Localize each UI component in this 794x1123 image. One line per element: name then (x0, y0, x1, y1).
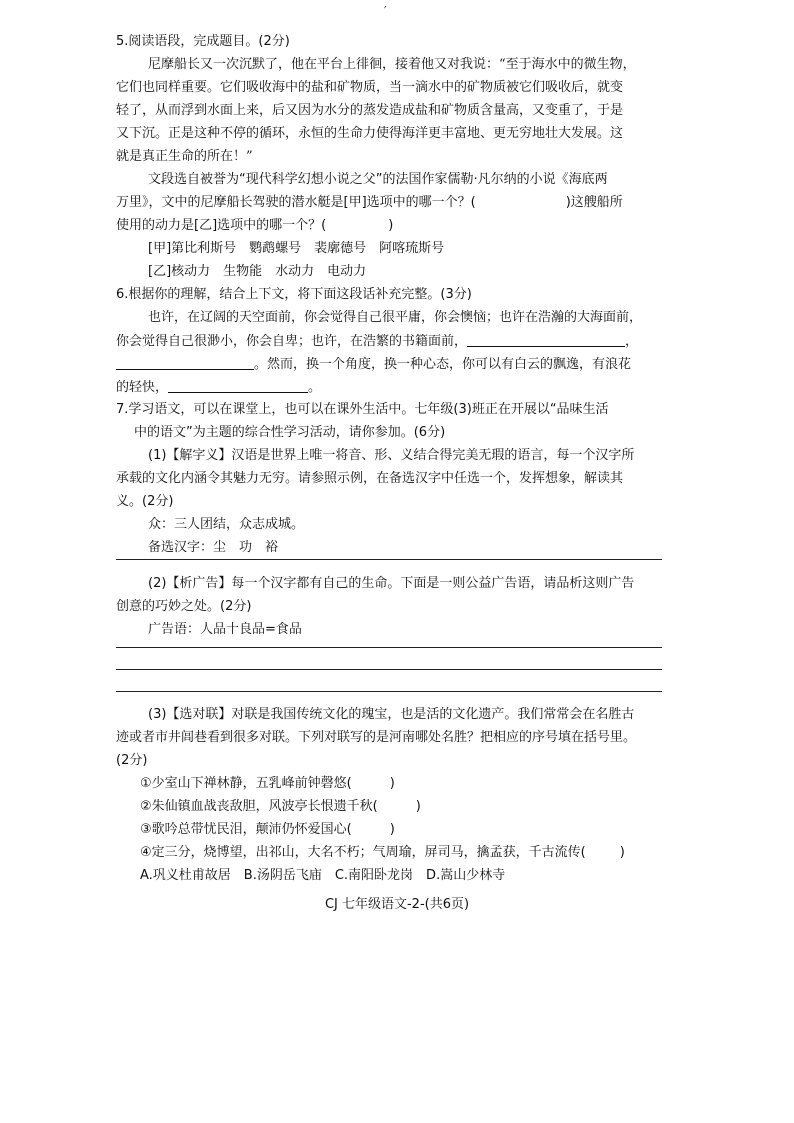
q5-passage-line: 就是真正生命的所在！” (116, 149, 253, 164)
q7-part2-line: (2)【析广告】每一个汉字都有自己的生命。下面是一则公益广告语，请品析这则广告 (148, 576, 635, 591)
q6-line (116, 332, 638, 351)
couplet-item (140, 821, 395, 839)
close-paren: ) (619, 845, 625, 860)
close-paren: ) (389, 822, 395, 837)
q5-options-yi: [乙]核动力 生物能 水动力 电动力 (148, 264, 367, 279)
q5-question-text: 使用的动力是[乙]选项中的哪一个？( (116, 218, 327, 233)
q6-line (116, 378, 321, 397)
q5-passage-line: 它们也同样重要。它们吸收海中的盐和矿物质，当一滴水中的矿物质被它们吸收后，就变 (116, 80, 624, 95)
answer-line[interactable] (116, 691, 662, 692)
q7-part1-line: 承载的文化内涵令其魅力无穷。请参照示例，在备选汉字中任选一个，发挥想象，解读其 (116, 471, 624, 486)
close-paren: ) (389, 776, 395, 791)
q7-heading: 中的语文”为主题的综合性学习活动，请你参加。(6分) (134, 425, 446, 440)
q6-heading: 6.根据你的理解，结合上下文，将下面这段话补充完整。(3分) (116, 287, 472, 302)
answer-blank[interactable] (116, 355, 254, 370)
q5-question-line (116, 194, 623, 212)
q6-text: 你会觉得自己很渺小，你会自卑；也许，在浩繁的书籍面前， (116, 334, 468, 349)
answer-blank[interactable] (168, 378, 308, 393)
answer-line[interactable] (116, 669, 662, 670)
q5-passage-line: 尼摩船长又一次沉默了，他在平台上徘徊，接着他又对我说：“至于海水中的微生物， (148, 57, 636, 72)
q5-passage-line: 轻了，从而浮到水面上来，后又因为水分的蒸发造成盐和矿物质含量高，又变重了，于是 (116, 103, 624, 118)
q6-text: 的轻快， (116, 380, 169, 395)
couplet-text: ③歌吟总带忧民泪，颠沛仍怀爱国心( (140, 822, 352, 837)
q7-example: 众：三人团结，众志成城。 (148, 517, 305, 532)
page-footer: CJ 七年级语文-2-(共6页) (324, 897, 470, 912)
q5-question-line: 文段选自被誉为“现代科学幻想小说之父”的法国作家儒勒·凡尔纳的小说《海底两 (148, 172, 608, 187)
q6-text: 。 (308, 380, 322, 395)
couplet-item (140, 844, 625, 862)
q5-question-text: ) (388, 218, 394, 233)
couplet-text: ④定三分，烧博望，出祁山，大名不朽；气周瑜，屏司马，擒孟获，千古流传( (140, 845, 586, 860)
q5-options-jia: [甲]第比利斯号 鹦鹉螺号 裴廓德号 阿喀琉斯号 (148, 241, 445, 256)
top-mark: ′ (384, 4, 387, 18)
q7-part1-line: 义。(2分) (116, 494, 174, 509)
q6-text: 。然而，换一个角度，换一种心态，你可以有白云的飘逸，有浪花 (254, 357, 632, 372)
q7-part3-line: 迹或者市井闾巷看到很多对联。下列对联写的是河南哪处名胜？把相应的序号填在括号里。 (116, 730, 637, 745)
q7-heading: 7.学习语文，可以在课堂上，也可以在课外生活中。七年级(3)班正在开展以“品味生活 (116, 402, 609, 417)
q7-part1-line: (1)【解字义】汉语是世界上唯一将音、形、义结合得完美无瑕的语言，每一个汉字所 (148, 448, 635, 463)
q5-question-text: 万里》，文中的尼摩船长驾驶的潜水艇是[甲]选项中的哪一个？( (116, 195, 476, 210)
q7-part2-line: 创意的巧妙之处。(2分) (116, 599, 252, 614)
q7-ad-text: 广告语：人品十良品=食品 (148, 622, 302, 637)
q7-choices: A.巩义杜甫故居 B.汤阴岳飞庙 C.南阳卧龙岗 D.嵩山少林寺 (140, 868, 506, 883)
q6-line (116, 355, 631, 374)
q6-text: ， (625, 334, 639, 349)
q7-candidates: 备选汉字：尘 功 裕 (148, 540, 279, 555)
q5-question-text: )这艘船所 (565, 195, 623, 210)
answer-line[interactable] (116, 647, 662, 648)
q7-part3-line: (3)【选对联】对联是我国传统文化的瑰宝，也是活的文化遗产。我们常常会在名胜古 (148, 707, 635, 722)
couplet-text: ②朱仙镇血战丧敌胆，风波亭长恨遗千秋( (140, 799, 378, 814)
q5-question-line (116, 217, 393, 235)
close-paren: ) (415, 799, 421, 814)
q7-part3-line: (2分) (116, 753, 148, 768)
couplet-item (140, 798, 421, 816)
answer-line[interactable] (116, 559, 662, 560)
q5-passage-line: 又下沉。正是这种不停的循环，永恒的生命力使得海洋更丰富地、更无穷地壮大发展。这 (116, 126, 624, 141)
couplet-text: ①少室山下禅林静，五乳峰前钟磬悠( (140, 776, 352, 791)
q6-line: 也许，在辽阔的天空面前，你会觉得自己很平庸，你会懊恼；也许在浩瀚的大海面前， (148, 310, 643, 325)
answer-blank[interactable] (467, 332, 625, 347)
couplet-item (140, 775, 395, 793)
q5-heading: 5.阅读语段，完成题目。(2分) (116, 34, 290, 49)
